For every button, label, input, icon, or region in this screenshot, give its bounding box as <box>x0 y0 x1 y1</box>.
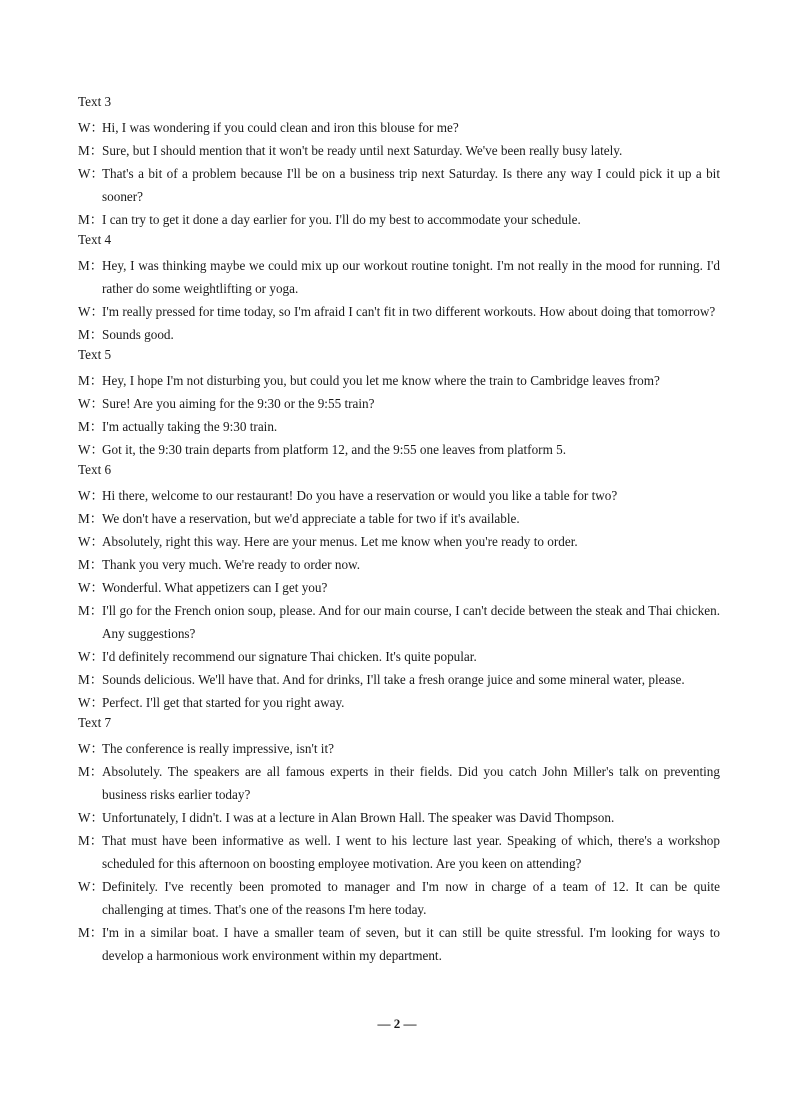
speaker-label: M： <box>78 833 103 848</box>
dialogue-text: Hi, I was wondering if you could clean and iron this blouse for me? <box>102 120 459 135</box>
dialogue-text: I'd definitely recommend our signature Thai chicken. It's quite popular. <box>102 649 477 664</box>
dialogue-line <box>78 392 720 415</box>
dialogue-text: Hey, I was thinking maybe we could mix up our workout routine tonight. I'm not really in the mood for running. I'd rather do some weightlifting or yoga. <box>102 258 720 296</box>
dialogue-line <box>78 691 720 714</box>
dialogue-text: I'm really pressed for time today, so I'm afraid I can't fit in two different workouts. How about doing that tomorrow? <box>102 304 716 319</box>
speaker-label: W： <box>78 741 104 756</box>
dialogue-line <box>78 415 720 438</box>
dialogue-text: Hi there, welcome to our restaurant! Do you have a reservation or would you like a table for two? <box>102 488 618 503</box>
transcript-body <box>78 93 720 967</box>
dialogue-text: Got it, the 9:30 train departs from platform 12, and the 9:55 one leaves from platform 5. <box>102 442 567 457</box>
speaker-label: W： <box>78 488 104 503</box>
speaker-label: W： <box>78 580 104 595</box>
dialogue-text: That's a bit of a problem because I'll be on a business trip next Saturday. Is there any way I could pick it up a bit sooner? <box>102 166 720 204</box>
speaker-label: W： <box>78 695 104 710</box>
speaker-label: M： <box>78 327 103 342</box>
dialogue-line <box>78 806 720 829</box>
dialogue-line <box>78 737 720 760</box>
section-text-6 <box>78 461 720 714</box>
section-heading: Text 3 <box>78 94 112 109</box>
speaker-label: W： <box>78 396 104 411</box>
dialogue-text: Hey, I hope I'm not disturbing you, but could you let me know where the train to Cambridge leaves from? <box>102 373 660 388</box>
dialogue-line <box>78 139 720 162</box>
dialogue-line <box>78 323 720 346</box>
section-text-7 <box>78 714 720 967</box>
dialogue-text: We don't have a reservation, but we'd appreciate a table for two if it's available. <box>102 511 520 526</box>
dialogue-line <box>78 254 720 300</box>
section-text-3 <box>78 93 720 231</box>
speaker-label: W： <box>78 304 104 319</box>
speaker-label: W： <box>78 810 104 825</box>
dialogue-line <box>78 553 720 576</box>
dialogue-text: Absolutely, right this way. Here are your menus. Let me know when you're ready to order. <box>102 534 578 549</box>
dialogue-line <box>78 369 720 392</box>
dialogue-line <box>78 438 720 461</box>
speaker-label: M： <box>78 419 103 434</box>
dialogue-text: I'm actually taking the 9:30 train. <box>102 419 278 434</box>
speaker-label: M： <box>78 764 103 779</box>
section-heading: Text 7 <box>78 715 112 730</box>
dialogue-line <box>78 300 720 323</box>
dialogue-text: Sounds delicious. We'll have that. And for drinks, I'll take a fresh orange juice and some mineral water, please. <box>102 672 685 687</box>
section-heading: Text 4 <box>78 232 112 247</box>
speaker-label: M： <box>78 373 103 388</box>
speaker-label: M： <box>78 557 103 572</box>
section-heading: Text 5 <box>78 347 112 362</box>
speaker-label: M： <box>78 143 103 158</box>
speaker-label: W： <box>78 442 104 457</box>
speaker-label: M： <box>78 925 103 940</box>
dialogue-text: I can try to get it done a day earlier for you. I'll do my best to accommodate your schedule. <box>102 212 581 227</box>
dialogue-line <box>78 760 720 806</box>
dialogue-line <box>78 576 720 599</box>
dialogue-line <box>78 116 720 139</box>
dialogue-text: That must have been informative as well. I went to his lecture last year. Speaking of which, there's a workshop scheduled for this afternoon on boosting employee motivation. Are you keen on attending? <box>102 833 720 871</box>
dialogue-text: Sure, but I should mention that it won't be ready until next Saturday. We've been really busy lately. <box>102 143 623 158</box>
dialogue-line <box>78 484 720 507</box>
dialogue-line <box>78 645 720 668</box>
speaker-label: W： <box>78 120 104 135</box>
dialogue-line <box>78 599 720 645</box>
speaker-label: W： <box>78 166 104 181</box>
dialogue-line <box>78 829 720 875</box>
dialogue-text: Wonderful. What appetizers can I get you? <box>102 580 328 595</box>
dialogue-line <box>78 668 720 691</box>
dialogue-line <box>78 507 720 530</box>
speaker-label: M： <box>78 672 103 687</box>
section-text-4 <box>78 231 720 346</box>
dialogue-text: Thank you very much. We're ready to order now. <box>102 557 361 572</box>
dialogue-text: I'm in a similar boat. I have a smaller team of seven, but it can still be quite stressful. I'm looking for ways to develop a harmonious work environment within my department. <box>102 925 720 963</box>
dialogue-line <box>78 530 720 553</box>
speaker-label: M： <box>78 212 103 227</box>
dialogue-text: Unfortunately, I didn't. I was at a lecture in Alan Brown Hall. The speaker was David Thompson. <box>102 810 615 825</box>
dialogue-text: The conference is really impressive, isn't it? <box>102 741 334 756</box>
dialogue-text: Perfect. I'll get that started for you right away. <box>102 695 345 710</box>
dialogue-text: Sounds good. <box>102 327 174 342</box>
dialogue-line <box>78 208 720 231</box>
dialogue-line <box>78 875 720 921</box>
speaker-label: M： <box>78 603 103 618</box>
dialogue-text: Definitely. I've recently been promoted to manager and I'm now in charge of a team of 12. It can be quite challenging at times. That's one of the reasons I'm here today. <box>102 879 720 917</box>
dialogue-text: Absolutely. The speakers are all famous experts in their fields. Did you catch John Miller's talk on preventing business risks earlier today? <box>102 764 720 802</box>
page-number: — 2 — <box>377 1016 417 1031</box>
speaker-label: M： <box>78 258 103 273</box>
speaker-label: W： <box>78 534 104 549</box>
section-heading: Text 6 <box>78 462 112 477</box>
speaker-label: W： <box>78 649 104 664</box>
dialogue-text: I'll go for the French onion soup, please. And for our main course, I can't decide between the steak and Thai chicken. Any suggestions? <box>102 603 720 641</box>
section-text-5 <box>78 346 720 461</box>
dialogue-line <box>78 921 720 967</box>
dialogue-line <box>78 162 720 208</box>
speaker-label: M： <box>78 511 103 526</box>
speaker-label: W： <box>78 879 104 894</box>
dialogue-text: Sure! Are you aiming for the 9:30 or the 9:55 train? <box>102 396 375 411</box>
